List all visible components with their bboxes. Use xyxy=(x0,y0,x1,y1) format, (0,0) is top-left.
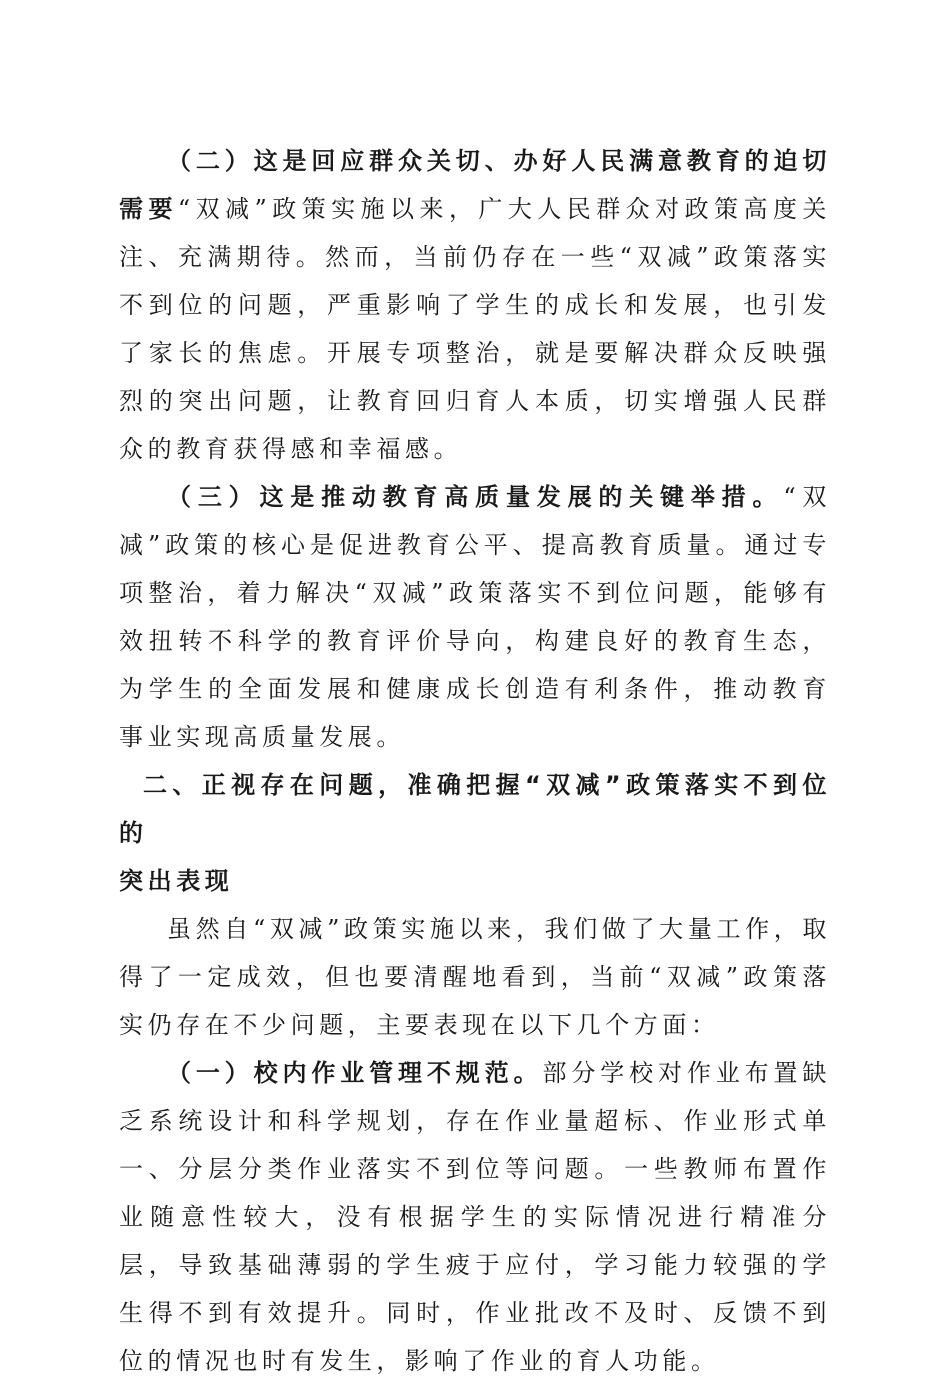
document-body xyxy=(119,137,831,1385)
paragraph-text: 虽然自“双减”政策实施以来，我们做了大量工作，取得了一定成效，但也要清醒地看到，当前“双减”政策落实仍存在不少问题，主要表现在以下几个方面： xyxy=(119,915,831,1039)
paragraph-high-quality-development xyxy=(119,473,831,761)
section-heading-2 xyxy=(119,761,831,905)
paragraph-text: 部分学校对作业布置缺乏系统设计和科学规划，存在作业量超标、作业形式单一、分层分类作业落实不到位等问题。一些教师布置作业随意性较大，没有根据学生的实际情况进行精准分层，导致基础薄弱的学生疲于应付，学习能力较强的学生得不到有效提升。同时，作业批改不及时、反馈不到位的情况也时有发生，影响了作业的育人功能。 xyxy=(119,1059,831,1375)
paragraph-text: “双减”政策实施以来，广大人民群众对政策高度关注、充满期待。然而，当前仍存在一些“双减”政策落实不到位的问题，严重影响了学生的成长和发展，也引发了家长的焦虑。开展专项整治，就是要解决群众反映强烈的突出问题，让教育回归育人本质，切实增强人民群众的教育获得感和幸福感。 xyxy=(119,195,831,463)
paragraph-lead: （二）这是回应群众关切、办好人民满意教育的迫切需要 xyxy=(119,147,831,223)
paragraph-lead: （三）这是推动教育高质量发展的关键举措。 xyxy=(167,483,784,511)
section-heading-line-2: 突出表现 xyxy=(119,867,234,895)
paragraph-homework-management xyxy=(119,1049,831,1385)
paragraph-lead: （一）校内作业管理不规范。 xyxy=(167,1059,543,1087)
paragraph-text: “双减”政策的核心是促进教育公平、提高教育质量。通过专项整治，着力解决“双减”政策落实不到位问题，能够有效扭转不科学的教育评价导向，构建良好的教育生态，为学生的全面发展和健康成长创造有利条件，推动教育事业实现高质量发展。 xyxy=(119,483,831,751)
paragraph-responding-to-public-concerns xyxy=(119,137,831,473)
section-heading-line-1: 二、正视存在问题，准确把握“双减”政策落实不到位的 xyxy=(119,771,831,847)
paragraph-problems-intro xyxy=(119,905,831,1049)
